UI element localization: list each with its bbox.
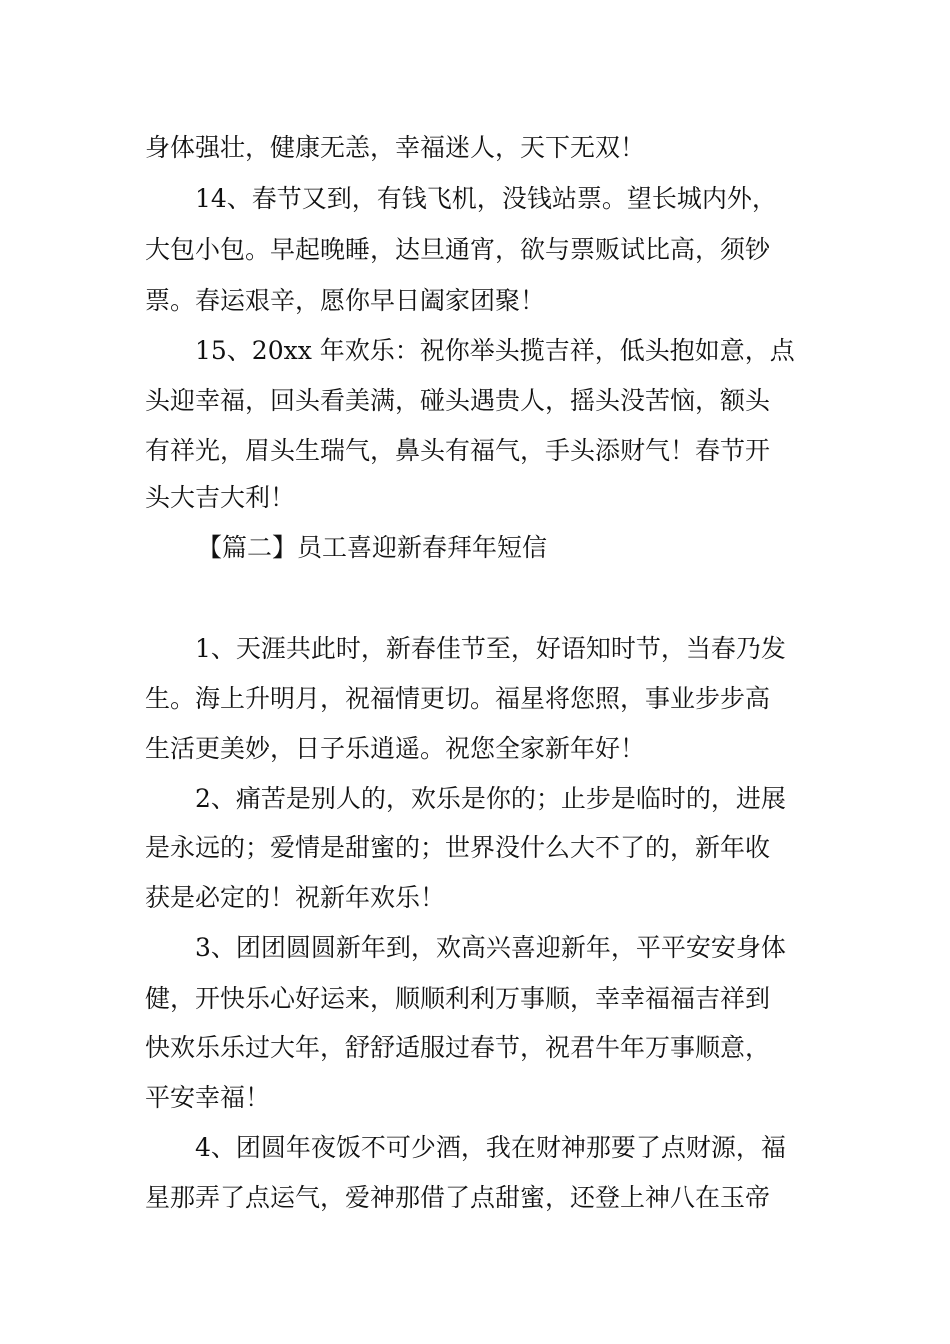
paragraph-14-start: 14、春节又到，有钱飞机，没钱站票。望长城内外， (195, 184, 777, 213)
paragraph-1-start: 1、天涯共此时，新春佳节至，好语知时节，当春乃发 (195, 634, 786, 663)
text-line: 身体强壮，健康无恙，幸福迷人，天下无双！ (145, 133, 646, 162)
paragraph-4-start: 4、团圆年夜饭不可少酒，我在财神那要了点财源，福 (195, 1133, 786, 1162)
text-line: 获是必定的！祝新年欢乐！ (145, 883, 446, 912)
text-line: 头迎幸福，回头看美满，碰头遇贵人，摇头没苦恼，额头 (145, 386, 771, 415)
text-line: 是永远的；爱情是甜蜜的；世界没什么大不了的，新年收 (145, 833, 771, 862)
text-line: 健，开快乐心好运来，顺顺利利万事顺，幸幸福福吉祥到 (145, 984, 771, 1013)
text-line: 有祥光，眉头生瑞气，鼻头有福气，手头添财气！春节开 (145, 436, 771, 465)
text-line: 星那弄了点运气，爱神那借了点甜蜜，还登上神八在玉帝 (145, 1183, 771, 1212)
paragraph-15-start: 15、20xx 年欢乐：祝你举头揽吉祥，低头抱如意，点 (195, 336, 795, 365)
text-line: 大包小包。早起晚睡，达旦通宵，欲与票贩试比高，须钞 (145, 235, 771, 264)
section-heading: 【篇二】员工喜迎新春拜年短信 (197, 533, 548, 562)
text-line: 平安幸福！ (145, 1083, 271, 1112)
text-line: 生。海上升明月，祝福情更切。福星将您照，事业步步高 (145, 684, 771, 713)
text-line: 票。春运艰辛，愿你早日阖家团聚！ (145, 286, 546, 315)
text-line: 头大吉大利！ (145, 483, 296, 512)
text-line: 生活更美妙，日子乐逍遥。祝您全家新年好！ (145, 734, 646, 763)
paragraph-3-start: 3、团团圆圆新年到，欢高兴喜迎新年，平平安安身体 (195, 933, 786, 962)
paragraph-2-start: 2、痛苦是别人的，欢乐是你的；止步是临时的，进展 (195, 784, 786, 813)
text-line: 快欢乐乐过大年，舒舒适服过春节，祝君牛年万事顺意， (145, 1033, 771, 1062)
